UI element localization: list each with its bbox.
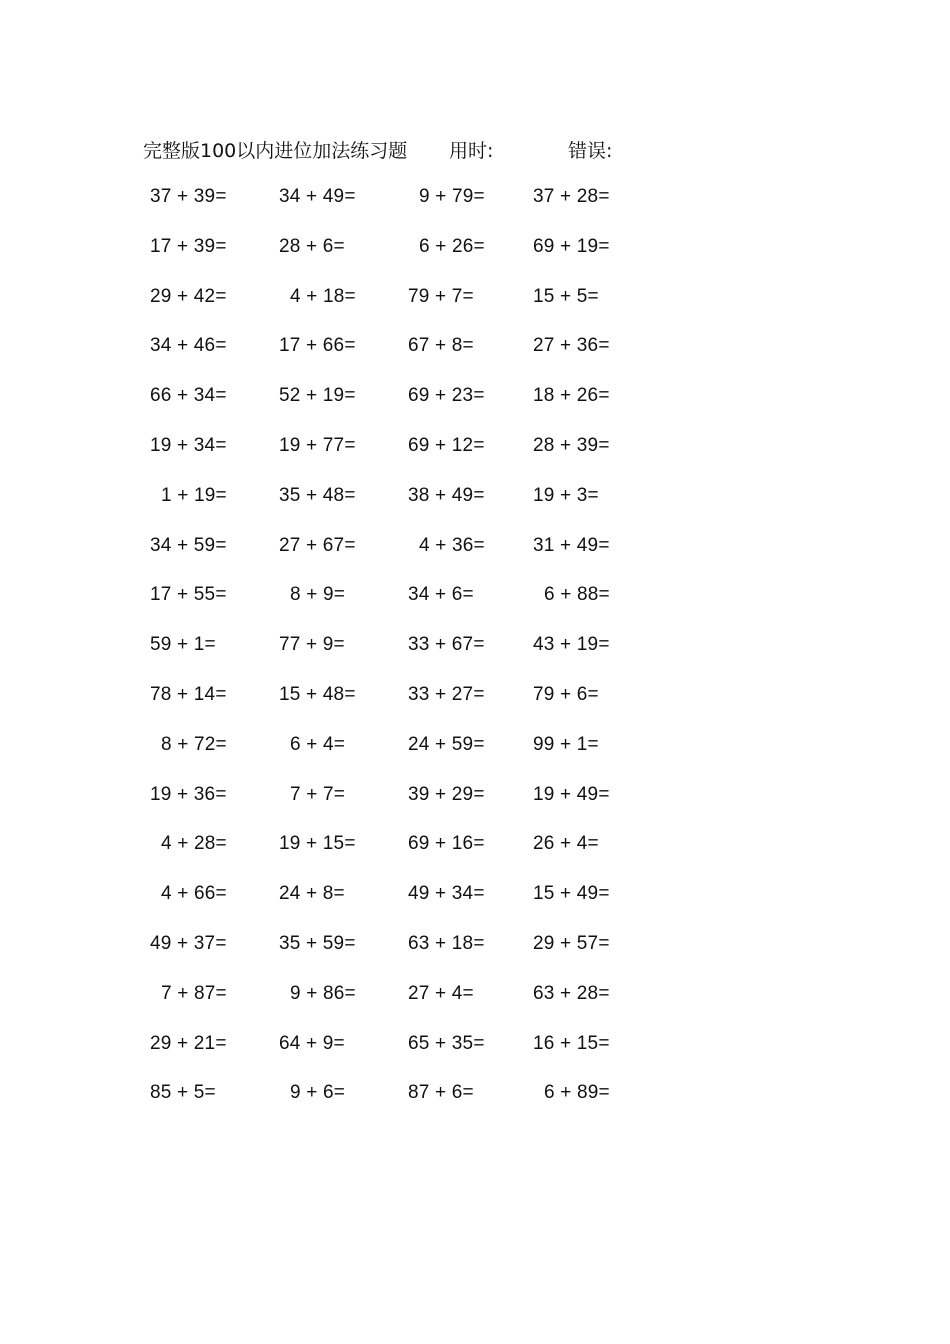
addition-problem: 34 + 59= — [150, 535, 227, 556]
addition-problem: 28 + 6= — [279, 236, 345, 257]
addition-problem: 29 + 42= — [150, 286, 227, 307]
addition-problem: 19 + 3= — [533, 485, 599, 506]
worksheet-title: 完整版100以内进位加法练习题 — [143, 140, 408, 162]
addition-problem: 19 + 15= — [279, 833, 356, 854]
addition-problem: 33 + 67= — [408, 634, 485, 655]
addition-problem: 6 + 89= — [544, 1082, 610, 1103]
addition-problem: 79 + 6= — [533, 684, 599, 705]
addition-problem: 38 + 49= — [408, 485, 485, 506]
addition-problem: 24 + 8= — [279, 883, 345, 904]
addition-problem: 39 + 29= — [408, 784, 485, 805]
addition-problem: 19 + 77= — [279, 435, 356, 456]
addition-problem: 37 + 28= — [533, 186, 610, 207]
addition-problem: 17 + 55= — [150, 584, 227, 605]
addition-problem: 69 + 23= — [408, 385, 485, 406]
addition-problem: 34 + 46= — [150, 335, 227, 356]
addition-problem: 35 + 59= — [279, 933, 356, 954]
addition-problem: 4 + 28= — [161, 833, 227, 854]
addition-problem: 63 + 28= — [533, 983, 610, 1004]
addition-problem: 78 + 14= — [150, 684, 227, 705]
addition-problem: 43 + 19= — [533, 634, 610, 655]
addition-problem: 69 + 19= — [533, 236, 610, 257]
addition-problem: 19 + 34= — [150, 435, 227, 456]
addition-problem: 15 + 49= — [533, 883, 610, 904]
addition-problem: 4 + 18= — [290, 286, 356, 307]
addition-problem: 66 + 34= — [150, 385, 227, 406]
addition-problem: 27 + 36= — [533, 335, 610, 356]
addition-problem: 67 + 8= — [408, 335, 474, 356]
addition-problem: 59 + 1= — [150, 634, 216, 655]
addition-problem: 85 + 5= — [150, 1082, 216, 1103]
errors-label: 错误: — [568, 140, 613, 162]
addition-problem: 69 + 16= — [408, 833, 485, 854]
addition-problem: 63 + 18= — [408, 933, 485, 954]
addition-problem: 8 + 72= — [161, 734, 227, 755]
addition-problem: 24 + 59= — [408, 734, 485, 755]
addition-problem: 34 + 6= — [408, 584, 474, 605]
addition-problem: 1 + 19= — [161, 485, 227, 506]
addition-problem: 8 + 9= — [290, 584, 346, 605]
addition-problem: 64 + 9= — [279, 1033, 345, 1054]
addition-problem: 49 + 34= — [408, 883, 485, 904]
addition-problem: 6 + 88= — [544, 584, 610, 605]
addition-problem: 37 + 39= — [150, 186, 227, 207]
addition-problem: 9 + 86= — [290, 983, 356, 1004]
addition-problem: 4 + 36= — [419, 535, 485, 556]
addition-problem: 31 + 49= — [533, 535, 610, 556]
addition-problem: 77 + 9= — [279, 634, 345, 655]
addition-problem: 27 + 4= — [408, 983, 474, 1004]
addition-problem: 16 + 15= — [533, 1033, 610, 1054]
addition-problem: 19 + 36= — [150, 784, 227, 805]
addition-problem: 7 + 7= — [290, 784, 346, 805]
addition-problem: 6 + 4= — [290, 734, 346, 755]
addition-problem: 15 + 5= — [533, 286, 599, 307]
addition-problem: 19 + 49= — [533, 784, 610, 805]
addition-problem: 18 + 26= — [533, 385, 610, 406]
addition-problem: 87 + 6= — [408, 1082, 474, 1103]
addition-problem: 9 + 6= — [290, 1082, 346, 1103]
addition-problem: 15 + 48= — [279, 684, 356, 705]
addition-problem: 35 + 48= — [279, 485, 356, 506]
addition-problem: 49 + 37= — [150, 933, 227, 954]
addition-problem: 65 + 35= — [408, 1033, 485, 1054]
addition-problem: 69 + 12= — [408, 435, 485, 456]
addition-problem: 34 + 49= — [279, 186, 356, 207]
addition-problem: 6 + 26= — [419, 236, 485, 257]
addition-problem: 26 + 4= — [533, 833, 599, 854]
addition-problem: 29 + 21= — [150, 1033, 227, 1054]
addition-problem: 28 + 39= — [533, 435, 610, 456]
addition-problem: 17 + 39= — [150, 236, 227, 257]
addition-problem: 17 + 66= — [279, 335, 356, 356]
addition-problem: 29 + 57= — [533, 933, 610, 954]
addition-problem: 4 + 66= — [161, 883, 227, 904]
time-label: 用时: — [449, 140, 494, 162]
addition-problem: 79 + 7= — [408, 286, 474, 307]
addition-problem: 27 + 67= — [279, 535, 356, 556]
addition-problem: 52 + 19= — [279, 385, 356, 406]
addition-problem: 33 + 27= — [408, 684, 485, 705]
addition-problem: 7 + 87= — [161, 983, 227, 1004]
addition-problem: 9 + 79= — [419, 186, 485, 207]
addition-problem: 99 + 1= — [533, 734, 599, 755]
